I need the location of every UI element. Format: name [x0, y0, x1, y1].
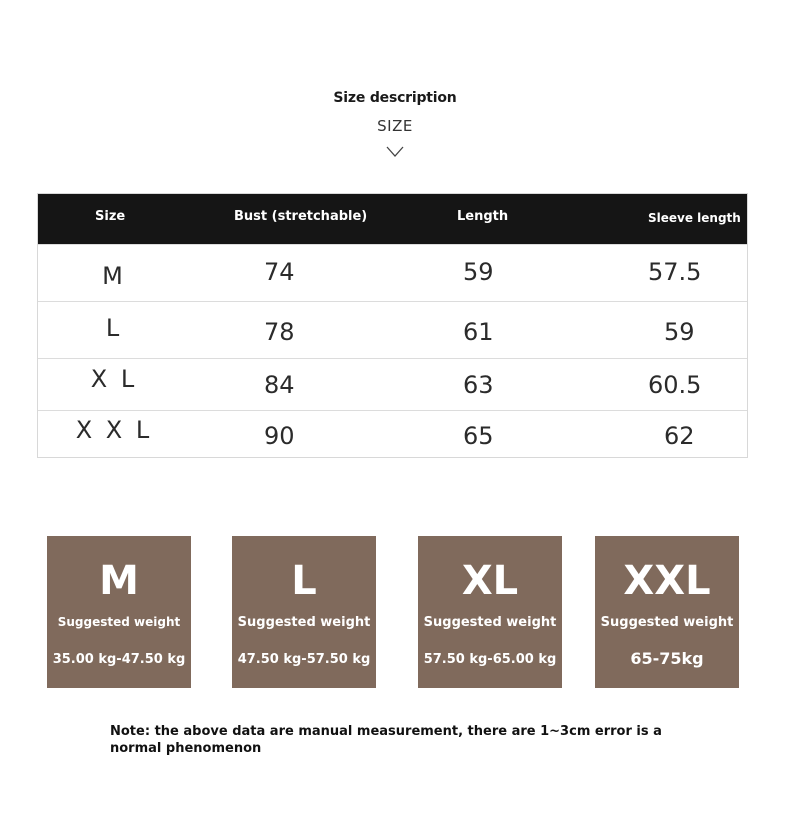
page-title: Size description	[333, 90, 457, 106]
cell-length: 63	[463, 371, 494, 399]
card-label: Suggested weight	[600, 615, 734, 630]
table-row	[38, 410, 747, 457]
cell-bust: 84	[264, 371, 295, 399]
weight-card-l	[232, 536, 376, 688]
cell-length: 61	[463, 318, 494, 346]
card-label: Suggested weight	[423, 615, 557, 630]
card-weight-range: 57.50 kg-65.00 kg	[423, 652, 557, 667]
cell-sleeve-length: 57.5	[648, 258, 702, 286]
cell-size: M	[102, 262, 126, 290]
weight-card-xxl	[595, 536, 739, 688]
table-header	[38, 194, 747, 244]
cell-sleeve-length: 59	[664, 318, 695, 346]
weight-card-m	[47, 536, 191, 688]
cell-bust: 74	[264, 258, 295, 286]
weight-card-xl	[418, 536, 562, 688]
card-size: M	[99, 558, 139, 604]
table-row	[38, 244, 747, 301]
cell-size: X X L	[75, 416, 153, 444]
cell-sleeve-length: 62	[664, 422, 695, 450]
cell-length: 65	[463, 422, 494, 450]
column-header-bust: Bust (stretchable)	[234, 209, 368, 224]
cell-bust: 78	[264, 318, 295, 346]
card-size: XL	[461, 558, 519, 604]
card-size: L	[291, 558, 317, 604]
column-header-sleeve-length: Sleeve length	[648, 211, 741, 225]
table-row	[38, 301, 747, 358]
card-weight-range: 65-75kg	[630, 649, 704, 668]
cell-size: L	[105, 314, 123, 342]
size-table	[37, 193, 748, 458]
measurement-note: Note: the above data are manual measurement, there are 1~3cm error is a normal phenomenon	[110, 724, 662, 756]
card-weight-range: 47.50 kg-57.50 kg	[237, 652, 371, 667]
card-label: Suggested weight	[57, 615, 181, 629]
card-weight-range: 35.00 kg-47.50 kg	[52, 652, 186, 667]
page-subtitle: SIZE	[377, 117, 413, 135]
table-row	[38, 358, 747, 410]
column-header-length: Length	[457, 209, 509, 224]
weight-cards	[0, 536, 790, 688]
cell-size: X L	[90, 365, 138, 393]
card-size: XXL	[623, 558, 711, 604]
cell-sleeve-length: 60.5	[648, 371, 702, 399]
chevron-down-icon	[386, 145, 404, 159]
column-header-size: Size	[95, 209, 126, 224]
cell-bust: 90	[264, 422, 295, 450]
cell-length: 59	[463, 258, 494, 286]
card-label: Suggested weight	[237, 615, 371, 630]
